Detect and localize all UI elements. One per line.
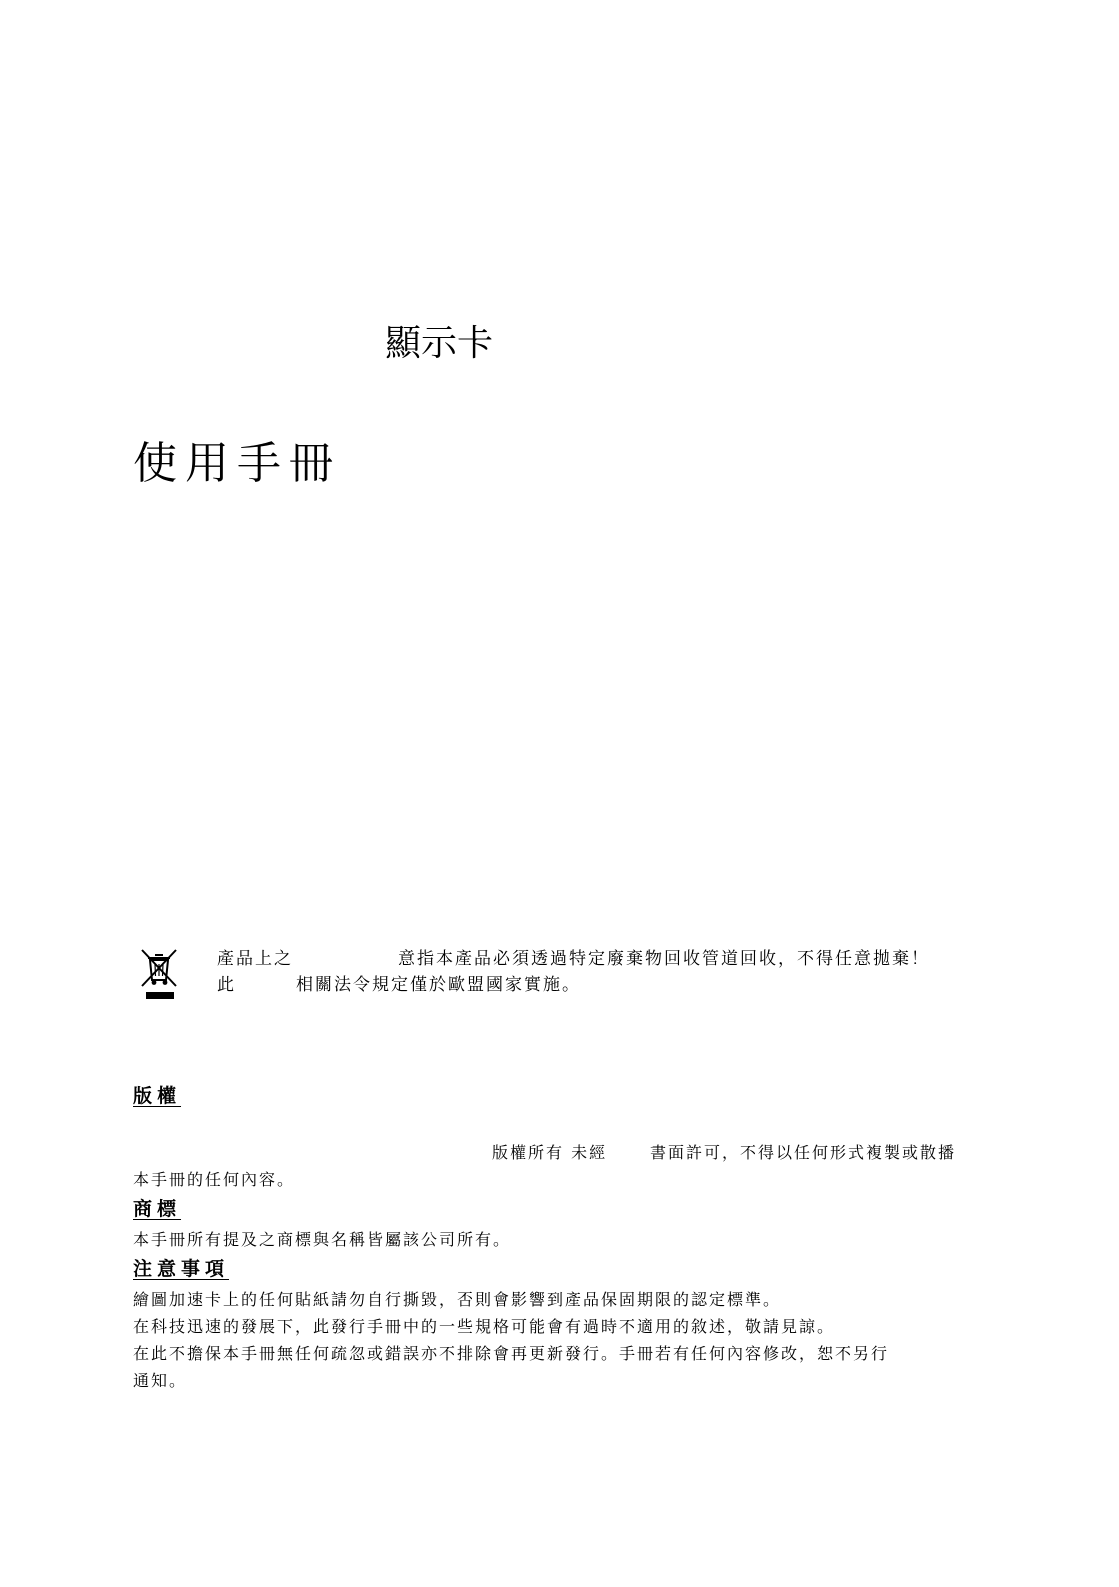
copyright-text: 書面許可，不得以任何形式複製或散播: [650, 1143, 957, 1162]
product-name: 顯示卡: [385, 323, 494, 364]
notice-heading: 注意事項: [133, 1258, 230, 1280]
copyright-text: 本手冊的任何內容。: [133, 1170, 296, 1189]
trademark-heading: 商標: [133, 1198, 182, 1220]
crossed-out-wheelie-bin-icon: [138, 944, 180, 1004]
document-title: 使用手冊: [133, 438, 341, 489]
copyright-text: 版權所有 未經: [492, 1143, 608, 1162]
weee-notice-text: 相關法令規定僅於歐盟國家實施。: [296, 975, 581, 995]
notice-line: 繪圖加速卡上的任何貼紙請勿自行撕毀，否則會影響到產品保固期限的認定標準。: [133, 1290, 782, 1309]
notice-line: 在此不擔保本手冊無任何疏忽或錯誤亦不排除會再更新發行。手冊若有任何內容修改，恕不另行: [133, 1344, 890, 1363]
weee-notice-text: 意指本產品必須透過特定廢棄物回收管道回收，不得任意拋棄！: [398, 949, 930, 969]
weee-notice-text: 此: [217, 975, 236, 995]
copyright-heading: 版權: [133, 1085, 182, 1107]
weee-notice-text: 產品上之: [217, 949, 293, 969]
trademark-text: 本手冊所有提及之商標與名稱皆屬該公司所有。: [133, 1230, 512, 1249]
notice-line: 通知。: [133, 1371, 188, 1390]
notice-line: 在科技迅速的發展下，此發行手冊中的一些規格可能會有過時不適用的敘述，敬請見諒。: [133, 1317, 836, 1336]
